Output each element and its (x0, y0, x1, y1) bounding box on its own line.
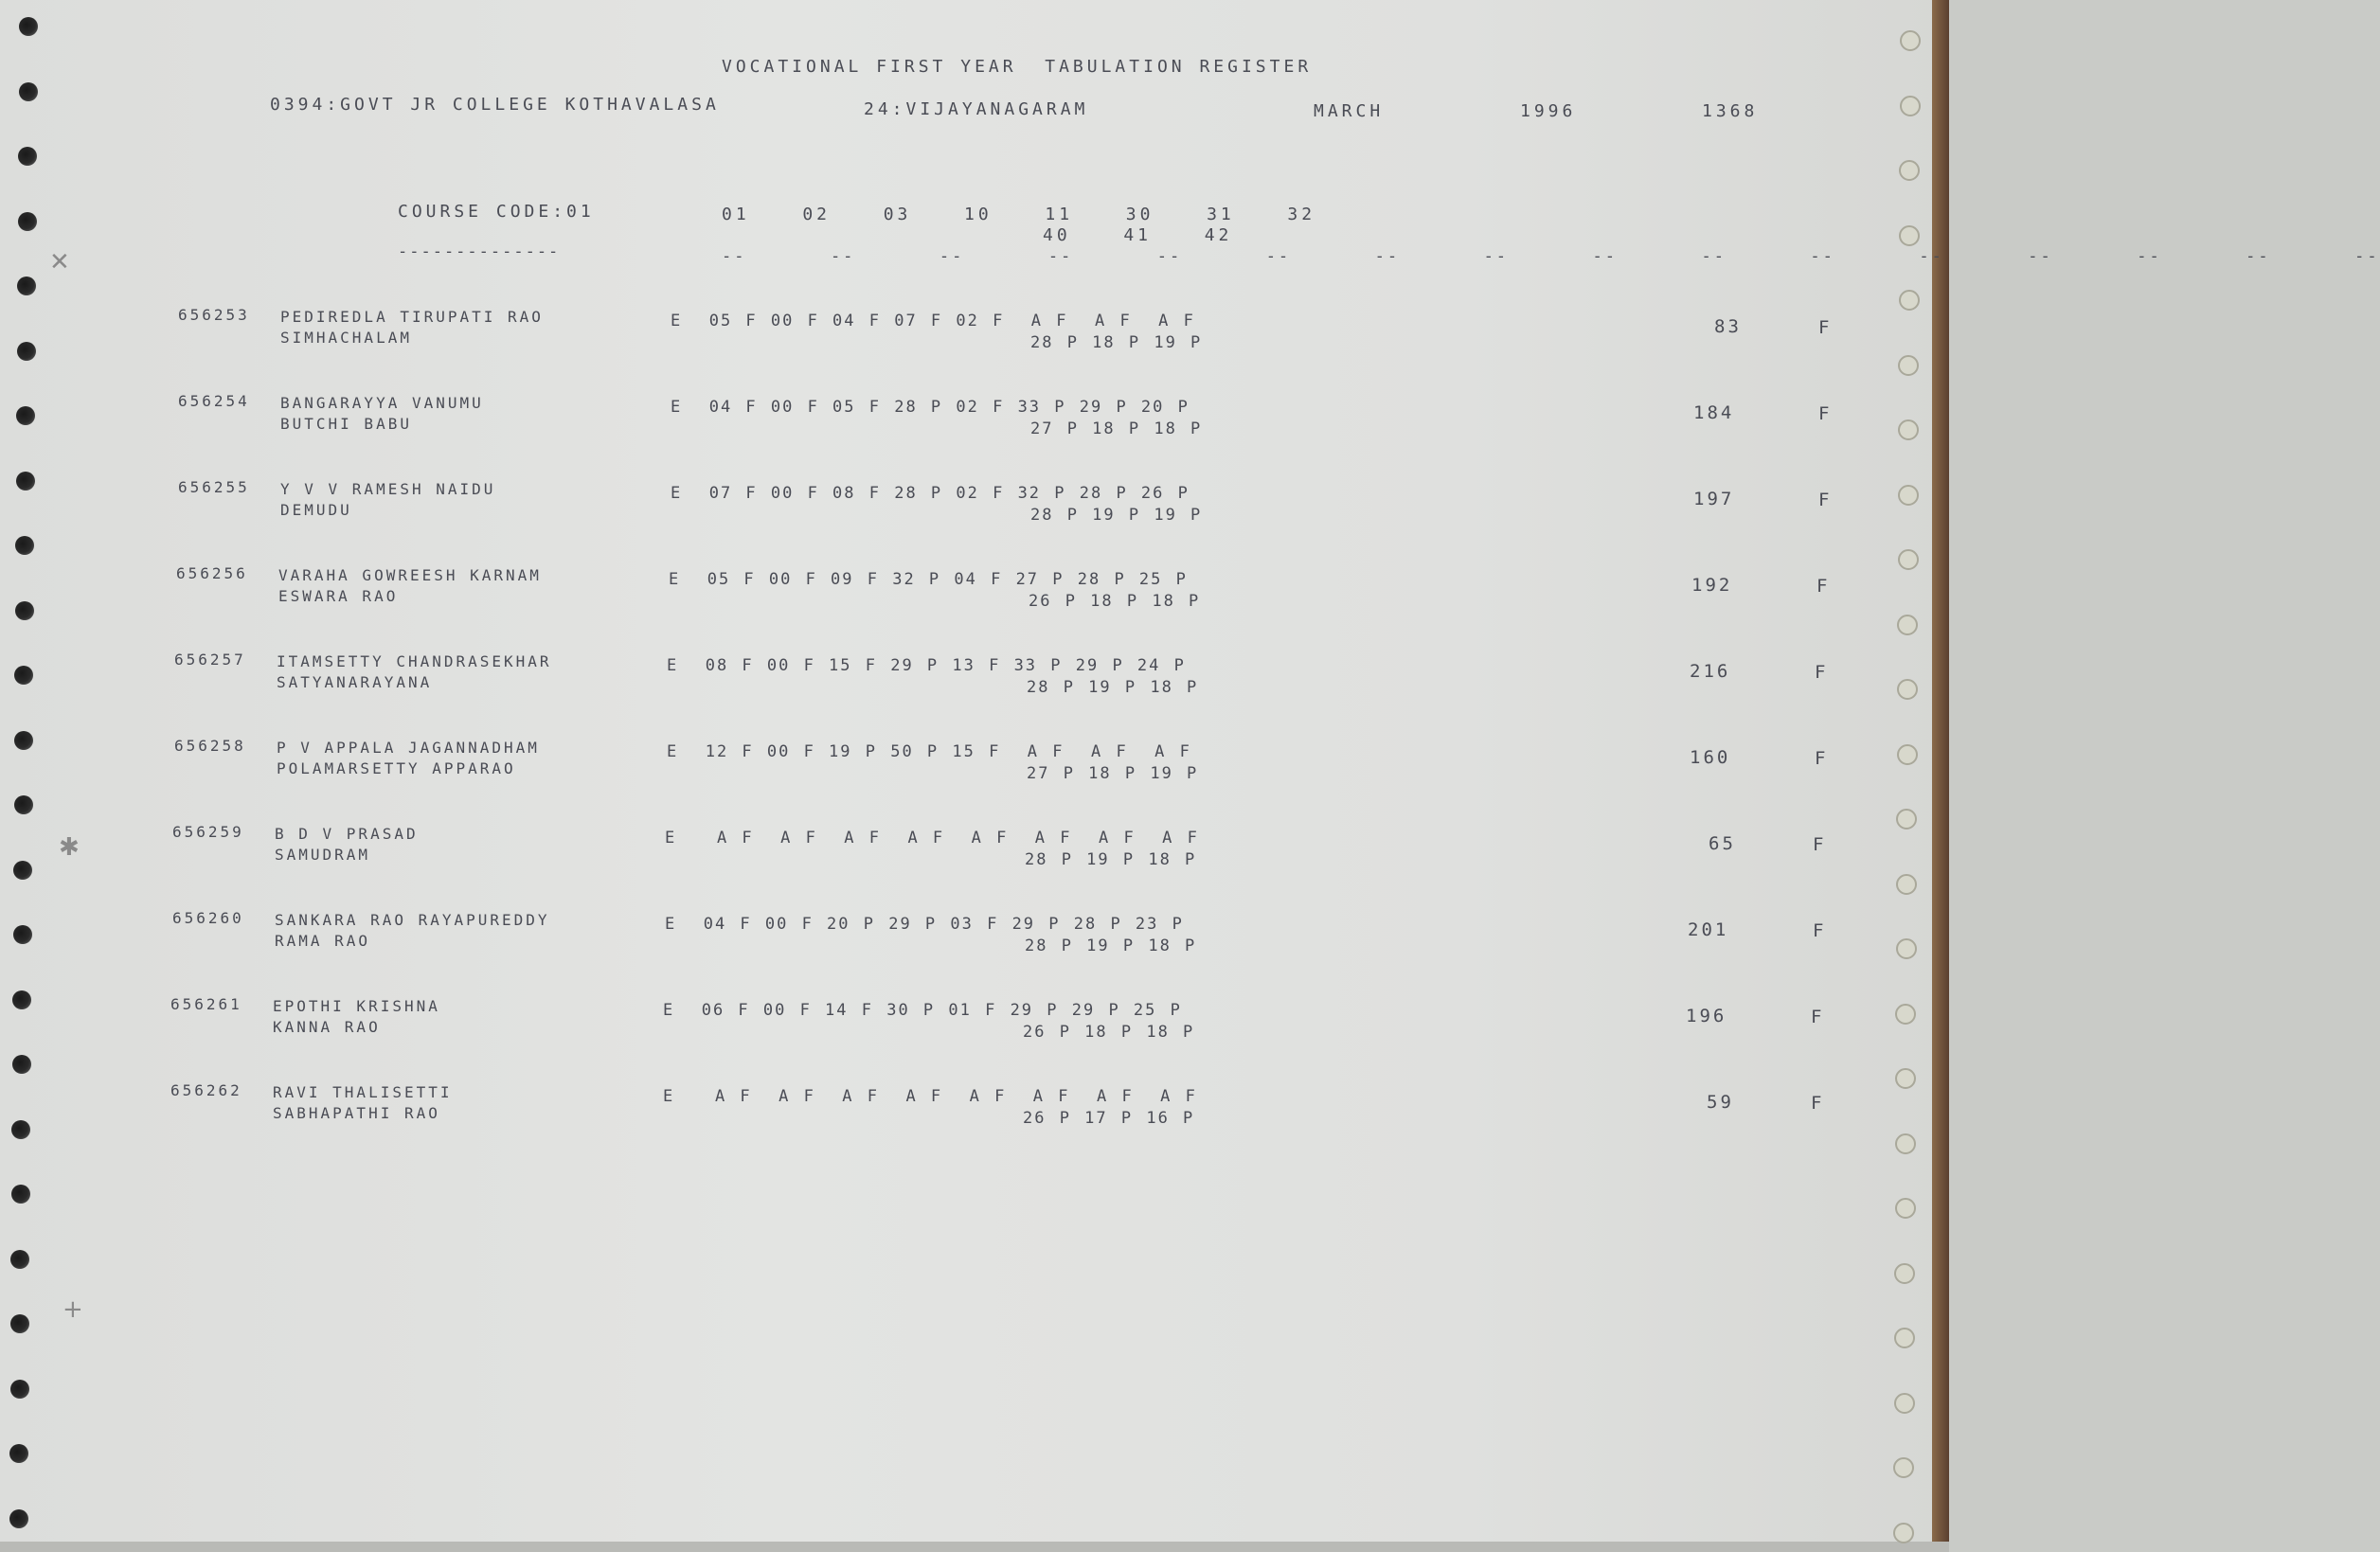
feed-hole (11, 1185, 30, 1204)
course-code-label: COURSE CODE:01 (398, 202, 595, 222)
parent-name: RAMA RAO (275, 932, 371, 950)
page-number: 1368 (1702, 101, 1759, 121)
marks-line-1: E 05 F 00 F 04 F 07 F 02 F A F A F A F (671, 312, 1195, 330)
parent-name: ESWARA RAO (278, 587, 399, 605)
exam-month: MARCH (1314, 101, 1385, 121)
feed-hole (1896, 938, 1917, 959)
total-marks: 65 (1709, 833, 1736, 854)
margin-tick-mark: + (63, 1295, 83, 1324)
result-status: F (1813, 834, 1827, 855)
roll-number: 656254 (178, 392, 250, 410)
feed-hole (17, 342, 36, 361)
marks-line-2: 27 P 18 P 19 P (1027, 764, 1199, 783)
result-status: F (1818, 490, 1833, 510)
marks-line-1: E 05 F 00 F 09 F 32 P 04 F 27 P 28 P 25 P (669, 570, 1188, 589)
marks-line-2: 26 P 18 P 18 P (1023, 1023, 1195, 1042)
register-title: VOCATIONAL FIRST YEAR TABULATION REGISTER (722, 57, 1313, 77)
college-name: 0394:GOVT JR COLLEGE KOTHAVALASA (270, 95, 720, 115)
marks-line-1: E 06 F 00 F 14 F 30 P 01 F 29 P 29 P 25 P (663, 1001, 1182, 1020)
result-status: F (1816, 576, 1831, 597)
feed-hole (11, 1120, 30, 1139)
feed-hole (10, 1250, 29, 1269)
roll-number: 656259 (172, 823, 244, 841)
feed-hole (1898, 549, 1919, 570)
feed-hole (1894, 1328, 1915, 1348)
feed-hole (1897, 744, 1918, 765)
marks-line-2: 28 P 19 P 18 P (1027, 678, 1199, 697)
feed-hole (10, 1314, 29, 1333)
marks-line-1: E 08 F 00 F 15 F 29 P 13 F 33 P 29 P 24 P (667, 656, 1186, 675)
student-name: PEDIREDLA TIRUPATI RAO (280, 308, 544, 326)
roll-number: 656260 (172, 909, 244, 927)
marks-line-2: 27 P 18 P 18 P (1030, 419, 1203, 438)
feed-hole (1893, 1457, 1914, 1478)
feed-hole (9, 1509, 28, 1528)
feed-hole (19, 17, 38, 36)
total-marks: 216 (1690, 661, 1731, 682)
result-status: F (1811, 1007, 1825, 1027)
feed-hole (1899, 160, 1920, 181)
roll-number: 656255 (178, 478, 250, 496)
binder-edge (1932, 0, 1949, 1552)
feed-hole (1894, 1393, 1915, 1414)
student-name: RAVI THALISETTI (273, 1083, 453, 1101)
student-name: EPOTHI KRISHNA (273, 997, 440, 1015)
feed-hole (1896, 874, 1917, 895)
student-name: VARAHA GOWREESH KARNAM (278, 566, 542, 584)
feed-hole (17, 277, 36, 295)
feed-hole (9, 1444, 28, 1463)
feed-hole (1895, 1198, 1916, 1219)
parent-name: BUTCHI BABU (280, 415, 412, 433)
result-status: F (1818, 317, 1833, 338)
marks-line-1: E 04 F 00 F 05 F 28 P 02 F 33 P 29 P 20 P (671, 398, 1190, 417)
student-name: SANKARA RAO RAYAPUREDDY (275, 911, 550, 929)
marks-line-1: E 04 F 00 F 20 P 29 P 03 F 29 P 28 P 23 P (665, 915, 1184, 934)
feed-hole (15, 536, 34, 555)
marks-line-2: 28 P 18 P 19 P (1030, 333, 1203, 352)
parent-name: DEMUDU (280, 501, 352, 519)
feed-hole (1898, 355, 1919, 376)
feed-hole (1896, 809, 1917, 830)
feed-hole (1900, 30, 1921, 51)
feed-hole (1900, 96, 1921, 116)
feed-hole (18, 147, 37, 166)
total-marks: 196 (1686, 1006, 1727, 1026)
marks-line-2: 26 P 17 P 16 P (1023, 1109, 1195, 1128)
student-name: Y V V RAMESH NAIDU (280, 480, 496, 498)
feed-hole (14, 731, 33, 750)
feed-hole (16, 406, 35, 425)
roll-number: 656257 (174, 651, 246, 669)
marks-line-2: 28 P 19 P 18 P (1025, 850, 1197, 869)
result-status: F (1818, 403, 1833, 424)
parent-name: SABHAPATHI RAO (273, 1104, 440, 1122)
feed-hole (10, 1380, 29, 1399)
parent-name: SAMUDRAM (275, 846, 371, 864)
student-name: P V APPALA JAGANNADHAM (277, 739, 540, 757)
result-status: F (1811, 1093, 1825, 1114)
total-marks: 197 (1693, 489, 1735, 509)
parent-name: SIMHACHALAM (280, 329, 412, 347)
margin-tick-mark: ✱ (59, 833, 80, 862)
marks-line-2: 28 P 19 P 19 P (1030, 506, 1203, 525)
feed-hole (19, 82, 38, 101)
marks-line-1: E 12 F 00 F 19 P 50 P 15 F A F A F A F (667, 742, 1191, 761)
student-name: BANGARAYYA VANUMU (280, 394, 484, 412)
marks-line-1: E A F A F A F A F A F A F A F A F (665, 829, 1199, 847)
feed-hole (13, 861, 32, 880)
feed-hole (13, 925, 32, 944)
marks-line-1: E 07 F 00 F 08 F 28 P 02 F 32 P 28 P 26 P (671, 484, 1190, 503)
total-marks: 201 (1688, 919, 1729, 940)
margin-tick-mark: ✕ (49, 248, 70, 277)
roll-number: 656261 (170, 995, 242, 1013)
feed-hole (1895, 1004, 1916, 1025)
marks-line-1: E A F A F A F A F A F A F A F A F (663, 1087, 1197, 1106)
roll-number: 656253 (178, 306, 250, 324)
feed-hole (1895, 1133, 1916, 1154)
result-status: F (1815, 748, 1829, 769)
feed-hole (1898, 485, 1919, 506)
parent-name: KANNA RAO (273, 1018, 381, 1036)
feed-hole (12, 1055, 31, 1074)
total-marks: 59 (1707, 1092, 1734, 1113)
student-name: ITAMSETTY CHANDRASEKHAR (277, 652, 552, 670)
subject-dash-row: -- -- -- -- -- -- -- -- -- -- -- -- -- -- -- -- (722, 247, 2380, 266)
total-marks: 192 (1691, 575, 1733, 596)
feed-hole (1897, 615, 1918, 635)
result-status: F (1813, 920, 1827, 941)
roll-number: 656258 (174, 737, 246, 755)
feed-hole (1899, 225, 1920, 246)
feed-hole (1897, 679, 1918, 700)
parent-name: SATYANARAYANA (277, 673, 433, 691)
feed-hole (1898, 419, 1919, 440)
feed-hole (15, 601, 34, 620)
parent-name: POLAMARSETTY APPARAO (277, 759, 516, 777)
marks-line-2: 26 P 18 P 18 P (1029, 592, 1201, 611)
total-marks: 184 (1693, 402, 1735, 423)
feed-hole (16, 472, 35, 491)
feed-hole (12, 990, 31, 1009)
feed-hole (18, 212, 37, 231)
sheet-bottom-edge (0, 1542, 1949, 1552)
result-status: F (1815, 662, 1829, 683)
total-marks: 83 (1714, 316, 1742, 337)
feed-hole (1895, 1068, 1916, 1089)
marks-line-2: 28 P 19 P 18 P (1025, 937, 1197, 955)
roll-number: 656256 (176, 564, 248, 582)
course-code-underline: -------------- (398, 242, 561, 261)
exam-year: 1996 (1520, 101, 1577, 121)
feed-hole (1894, 1263, 1915, 1284)
roll-number: 656262 (170, 1081, 242, 1099)
feed-hole (14, 795, 33, 814)
district-name: 24:VIJAYANAGARAM (864, 99, 1089, 119)
total-marks: 160 (1690, 747, 1731, 768)
feed-hole (1893, 1523, 1914, 1543)
subject-codes-row-top: 01 02 03 10 11 30 31 32 (722, 205, 1316, 224)
student-name: B D V PRASAD (275, 825, 419, 843)
subject-codes-row-bottom: 40 41 42 (1043, 225, 1233, 245)
feed-hole (14, 666, 33, 685)
feed-hole (1899, 290, 1920, 311)
